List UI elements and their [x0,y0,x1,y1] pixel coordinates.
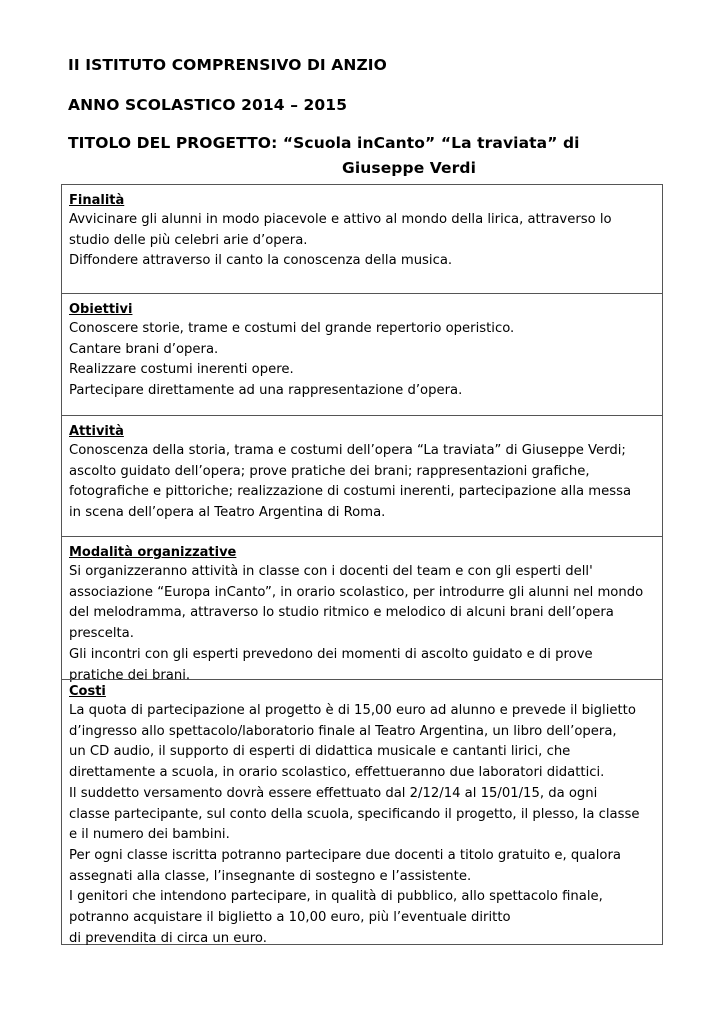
section-line: direttamente a scuola, in orario scolastico, effettueranno due laboratori didattici. [69,765,605,781]
section-finalita [62,185,662,293]
section-title: Finalità [69,193,125,208]
section-title: Modalità organizzative [69,545,237,560]
section-line: ascolto guidato dell’opera; prove pratiche dei brani; rappresentazioni grafiche, [69,463,590,479]
section-line: di prevendita di circa un euro. [69,930,267,946]
section-line: classe partecipante, sul conto della scuola, specificando il progetto, il plesso, la classe [69,806,640,822]
section-modalita-organizzative [62,536,662,683]
section-line: Cantare brani d’opera. [69,341,219,357]
section-line: I genitori che intendono partecipare, in qualità di pubblico, allo spettacolo finale, [69,889,603,905]
section-line: e il numero dei bambini. [69,827,230,843]
section-line: fotografiche e pittoriche; realizzazione di costumi inerenti, partecipazione alla messa [69,484,632,500]
project-table [61,184,663,945]
section-line: in scena dell’opera al Teatro Argentina di Roma. [69,505,386,521]
section-line: prescelta. [69,626,134,642]
section-obiettivi [62,293,662,415]
section-title: Obiettivi [69,302,133,317]
section-attivita [62,415,662,536]
section-line: un CD audio, il supporto di esperti di didattica musicale e cantanti lirici, che [69,744,571,760]
section-line: Per ogni classe iscritta potranno partecipare due docenti a titolo gratuito e, qualora [69,847,621,863]
section-line: Realizzare costumi inerenti opere. [69,362,294,378]
section-line: d’ingresso allo spettacolo/laboratorio finale al Teatro Argentina, un libro dell’opera, [69,723,617,739]
section-title: Attività [69,424,124,439]
section-line: studio delle più celebri arie d’opera. [69,232,308,248]
section-line: associazione “Europa inCanto”, in orario scolastico, per introdurre gli alunni nel mondo [69,584,644,600]
project-title-continuation: Giuseppe Verdi [342,159,477,177]
section-line: La quota di partecipazione al progetto è di 15,00 euro ad alunno e prevede il biglietto [69,703,636,718]
section-line: Diffondere attraverso il canto la conoscenza della musica. [69,253,453,269]
school-name: II ISTITUTO COMPRENSIVO DI ANZIO [68,56,387,74]
section-line: Partecipare direttamente ad una rappresentazione d’opera. [69,383,463,399]
section-line: Conoscenza della storia, trama e costumi dell’opera “La traviata” di Giuseppe Verdi; [69,443,626,458]
section-costi [62,679,662,946]
project-title: TITOLO DEL PROGETTO: “Scuola inCanto” “La traviata” di [68,134,580,152]
section-line: potranno acquistare il biglietto a 10,00 euro, più l’eventuale diritto [69,910,511,926]
section-line: Avvicinare gli alunni in modo piacevole e attivo al mondo della lirica, attraverso lo [69,212,612,227]
section-line: Gli incontri con gli esperti prevedono dei momenti di ascolto guidato e di prove [69,646,593,662]
section-line: Conoscere storie, trame e costumi del grande repertorio operistico. [69,321,515,336]
section-line: del melodramma, attraverso lo studio ritmico e melodico di alcuni brani dell’opera [69,605,614,621]
section-line: assegnati alla classe, l’insegnante di sostegno e l’assistente. [69,868,472,884]
section-line: pratiche dei brani. [69,667,191,683]
section-title: Costi [69,684,106,699]
school-year: ANNO SCOLASTICO 2014 – 2015 [68,96,348,114]
section-line: Si organizzeranno attività in classe con i docenti del team e con gli esperti dell' [69,564,593,579]
section-line: Il suddetto versamento dovrà essere effettuato dal 2/12/14 al 15/01/15, da ogni [69,785,598,801]
